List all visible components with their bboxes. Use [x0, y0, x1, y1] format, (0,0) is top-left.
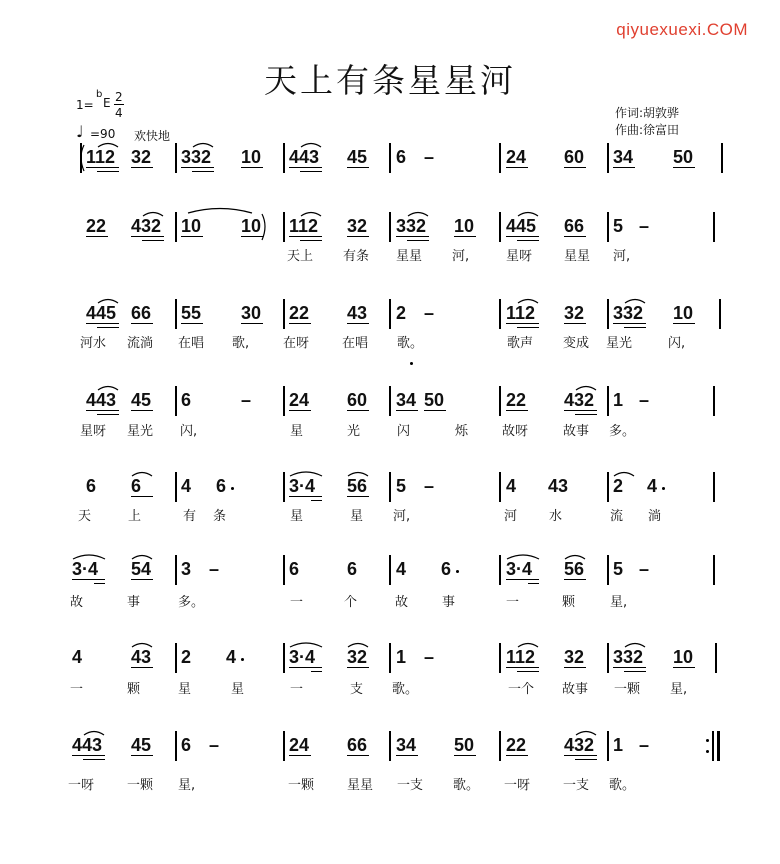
slur	[565, 556, 585, 560]
lyric-syllable: 星呀	[80, 424, 107, 439]
note-group: 32	[131, 147, 152, 167]
slur	[625, 300, 645, 304]
note-group: 4	[226, 647, 237, 667]
note-group: 22	[506, 735, 527, 755]
note-group: 4	[181, 476, 192, 496]
note-group: 55	[181, 303, 202, 323]
lyric-syllable: 条	[213, 509, 227, 524]
note-group: 66	[347, 735, 368, 755]
note-group: 22	[506, 390, 527, 410]
note-group: 1	[613, 735, 624, 755]
key-prefix: 1=	[76, 98, 94, 112]
note-group: 6	[86, 476, 97, 496]
lyric-syllable: 歌。	[392, 682, 419, 697]
note-group: 45	[347, 147, 368, 167]
lyric-syllable: 河,	[613, 249, 631, 264]
note-group: 332	[613, 303, 644, 323]
note-group: 112	[506, 647, 536, 667]
slur	[408, 213, 428, 217]
note-group: 6	[396, 147, 407, 167]
lyric-syllable: 淌	[648, 509, 662, 524]
lyric-syllable: 一个	[508, 682, 535, 697]
slur	[348, 644, 368, 648]
slur	[98, 300, 118, 304]
lyric-syllable: 河,	[393, 509, 411, 524]
lyric-syllable: 闪,	[668, 336, 686, 351]
composer-credit: 作曲:徐富田	[615, 123, 680, 137]
note-group: 3·4	[289, 647, 316, 667]
lyric-syllable: 光	[347, 424, 361, 439]
lyric-syllable: 有	[183, 509, 197, 524]
note-group: 10	[181, 216, 202, 236]
note-group: 5	[613, 559, 624, 579]
hold-dash: –	[209, 735, 220, 755]
tempo-value: =90	[90, 127, 116, 141]
lyric-syllable: 一颗	[288, 778, 315, 793]
lyric-syllable: 故呀	[502, 424, 529, 439]
note-group: 10	[241, 147, 262, 167]
lyric-syllable: 事	[442, 595, 456, 610]
lyric-syllable: 星,	[178, 778, 196, 793]
lyric-syllable: 星星	[396, 249, 423, 264]
hold-dash: –	[424, 303, 435, 323]
note-group: 2	[613, 476, 624, 496]
note-group: 60	[347, 390, 368, 410]
lyric-syllable: 变成	[563, 336, 590, 351]
hold-dash: –	[639, 390, 650, 410]
lyric-syllable: 颗	[562, 595, 576, 610]
note-group: 24	[289, 735, 310, 755]
lyric-syllable: 星,	[670, 682, 688, 697]
note-group: 332	[396, 216, 427, 236]
lyric-syllable: 歌。	[397, 336, 424, 351]
note-group: 66	[131, 303, 152, 323]
note-group: 54	[131, 559, 152, 579]
slur	[576, 387, 596, 391]
note-group: 6	[347, 559, 358, 579]
note-group: 43	[548, 476, 569, 496]
note-group: 4	[72, 647, 83, 667]
slur	[290, 472, 322, 476]
time-top: 2	[115, 90, 123, 104]
lyric-syllable: 在唱	[342, 336, 369, 351]
expression-mark: 欢快地	[134, 129, 171, 143]
note-group: 332	[181, 147, 212, 167]
note-group: 2	[396, 303, 407, 323]
slur	[132, 556, 152, 560]
note-group: 4	[396, 559, 407, 579]
lyric-syllable: 多。	[178, 595, 205, 610]
repeat-bracket	[262, 214, 265, 240]
slur	[518, 300, 538, 304]
lyric-syllable: 上	[128, 509, 142, 524]
repeat-bracket	[81, 145, 84, 171]
slur	[132, 644, 152, 648]
lyric-syllable: 河水	[80, 336, 107, 351]
lyric-syllable: 星,	[610, 595, 628, 610]
lyric-syllable: 星	[350, 509, 364, 524]
note-group: 6	[181, 390, 192, 410]
slur	[98, 387, 118, 391]
note-group: 32	[564, 303, 585, 323]
note-group: 56	[564, 559, 585, 579]
lyric-syllable: 一颗	[614, 682, 641, 697]
lyric-syllable: 在呀	[283, 336, 310, 351]
lyric-syllable: 有条	[343, 249, 370, 264]
note-group: 45	[131, 390, 152, 410]
note-group: 3·4	[289, 476, 316, 496]
note-group: 4	[647, 476, 658, 496]
note-group: 6	[131, 476, 142, 496]
note-group: 43	[347, 303, 368, 323]
hold-dash: –	[639, 216, 650, 236]
note-group: 10	[241, 216, 262, 236]
lyric-syllable: 颗	[127, 682, 141, 697]
note-group: 10	[673, 647, 694, 667]
lyric-syllable: 星	[290, 424, 304, 439]
lyric-syllable: 星星	[564, 249, 591, 264]
lyric-syllable: 一	[290, 595, 304, 610]
note-group: 10	[454, 216, 475, 236]
lyric-syllable: 一支	[397, 778, 424, 793]
slur	[614, 473, 634, 477]
note-group: 34	[613, 147, 634, 167]
lyric-syllable: 故事	[562, 682, 589, 697]
note-group: 443	[72, 735, 103, 755]
note-group: 445	[506, 216, 537, 236]
note-group: 60	[564, 147, 585, 167]
lyric-syllable: 一	[506, 595, 520, 610]
slur	[301, 144, 321, 148]
note-group: 22	[86, 216, 107, 236]
lyric-syllable: 星光	[127, 424, 154, 439]
hold-dash: –	[241, 390, 252, 410]
lyric-syllable: 河	[504, 509, 518, 524]
lyric-syllable: 歌声	[507, 336, 534, 351]
hold-dash: –	[209, 559, 220, 579]
hold-dash: –	[639, 735, 650, 755]
note-group: 34	[396, 735, 417, 755]
lyric-syllable: 一呀	[68, 778, 95, 793]
watermark: qiyuexuexi.COM	[616, 20, 748, 39]
lyric-syllable: 一	[290, 682, 304, 697]
slur	[507, 555, 539, 559]
lyric-syllable: 多。	[609, 424, 636, 439]
lyric-syllable: 一支	[563, 778, 590, 793]
hold-dash: –	[424, 647, 435, 667]
lyric-syllable: 一呀	[504, 778, 531, 793]
lyric-syllable: 个	[344, 595, 358, 610]
slur	[290, 643, 322, 647]
note-group: 6	[441, 559, 452, 579]
note-group: 6	[216, 476, 227, 496]
hold-dash: –	[424, 476, 435, 496]
note-group: 3·4	[506, 559, 533, 579]
note-group: 445	[86, 303, 117, 323]
lyric-syllable: 星	[290, 509, 304, 524]
lyric-syllable: 河,	[452, 249, 470, 264]
note-group: 50	[673, 147, 694, 167]
lyric-syllable: 支	[350, 682, 364, 697]
note-group: 24	[289, 390, 310, 410]
note-group: 432	[131, 216, 162, 236]
note-group: 112	[289, 216, 319, 236]
lyric-syllable: 一	[70, 682, 84, 697]
lyric-syllable: 天	[78, 509, 92, 524]
slur	[518, 644, 538, 648]
note-group: 4	[506, 476, 517, 496]
note-group: 10	[673, 303, 694, 323]
note-group: 6	[181, 735, 192, 755]
lyric-syllable: 歌。	[609, 778, 636, 793]
lyric-syllable: 在唱	[178, 336, 205, 351]
lyric-syllable: 星	[231, 682, 245, 697]
slur	[193, 144, 213, 148]
lyricist-credit: 作词:胡敦骅	[615, 106, 680, 120]
note-group: 66	[564, 216, 585, 236]
note-group: 3·4	[72, 559, 99, 579]
lyric-syllable: 星	[178, 682, 192, 697]
note-group: 32	[564, 647, 585, 667]
lyric-syllable: 烁	[455, 424, 469, 439]
slur	[98, 144, 118, 148]
song-title: 天上有条星星河	[264, 61, 516, 100]
note-group: 24	[506, 147, 527, 167]
note-group: 32	[347, 647, 368, 667]
slur	[73, 555, 105, 559]
note-group: 3	[181, 559, 192, 579]
flat-symbol: b	[96, 89, 103, 100]
note-group: 45	[131, 735, 152, 755]
hold-dash: –	[424, 147, 435, 167]
note-group: 50	[424, 390, 445, 410]
lyric-syllable: 天上	[287, 249, 314, 264]
note-group: 432	[564, 390, 595, 410]
note-group: 112	[506, 303, 536, 323]
note-group: 112	[86, 147, 116, 167]
note-group: 2	[181, 647, 192, 667]
lyric-syllable: 闪,	[180, 424, 198, 439]
time-bottom: 4	[115, 106, 123, 120]
lyric-syllable: 故	[395, 595, 409, 610]
note-group: 50	[454, 735, 475, 755]
lyric-syllable: 闪	[397, 424, 411, 439]
slur	[576, 732, 596, 736]
lyric-syllable: 歌。	[453, 778, 480, 793]
note-group: 332	[613, 647, 644, 667]
quarter-note-icon: ♩	[76, 122, 84, 141]
note-group: 432	[564, 735, 595, 755]
note-group: 5	[613, 216, 624, 236]
slur	[132, 473, 152, 477]
slur	[518, 213, 538, 217]
note-group: 1	[613, 390, 624, 410]
lyric-syllable: 流淌	[127, 336, 154, 351]
note-group: 443	[86, 390, 117, 410]
slur	[301, 213, 321, 217]
note-group: 443	[289, 147, 320, 167]
slur	[188, 209, 252, 214]
note-group: 34	[396, 390, 417, 410]
lyric-syllable: 故	[70, 595, 84, 610]
slur	[625, 644, 645, 648]
note-group: 30	[241, 303, 262, 323]
lyric-syllable: 星呀	[506, 249, 533, 264]
note-group: 22	[289, 303, 310, 323]
hold-dash: –	[639, 559, 650, 579]
note-group: 56	[347, 476, 368, 496]
lyric-syllable: 故事	[563, 424, 590, 439]
lyric-syllable: 一颗	[127, 778, 154, 793]
note-group: 1	[396, 647, 407, 667]
note-group: 43	[131, 647, 152, 667]
lyric-syllable: 歌,	[232, 336, 250, 351]
lyric-syllable: 星光	[606, 336, 633, 351]
slur	[84, 732, 104, 736]
lyric-syllable: 流	[610, 509, 624, 524]
key-letter: E	[103, 96, 111, 110]
slur	[348, 473, 368, 477]
note-group: 6	[289, 559, 300, 579]
lyric-syllable: 水	[549, 509, 563, 524]
note-group: 5	[396, 476, 407, 496]
lyric-syllable: 星星	[347, 778, 374, 793]
lyric-syllable: 事	[127, 595, 141, 610]
slur	[143, 213, 163, 217]
note-group: 32	[347, 216, 368, 236]
